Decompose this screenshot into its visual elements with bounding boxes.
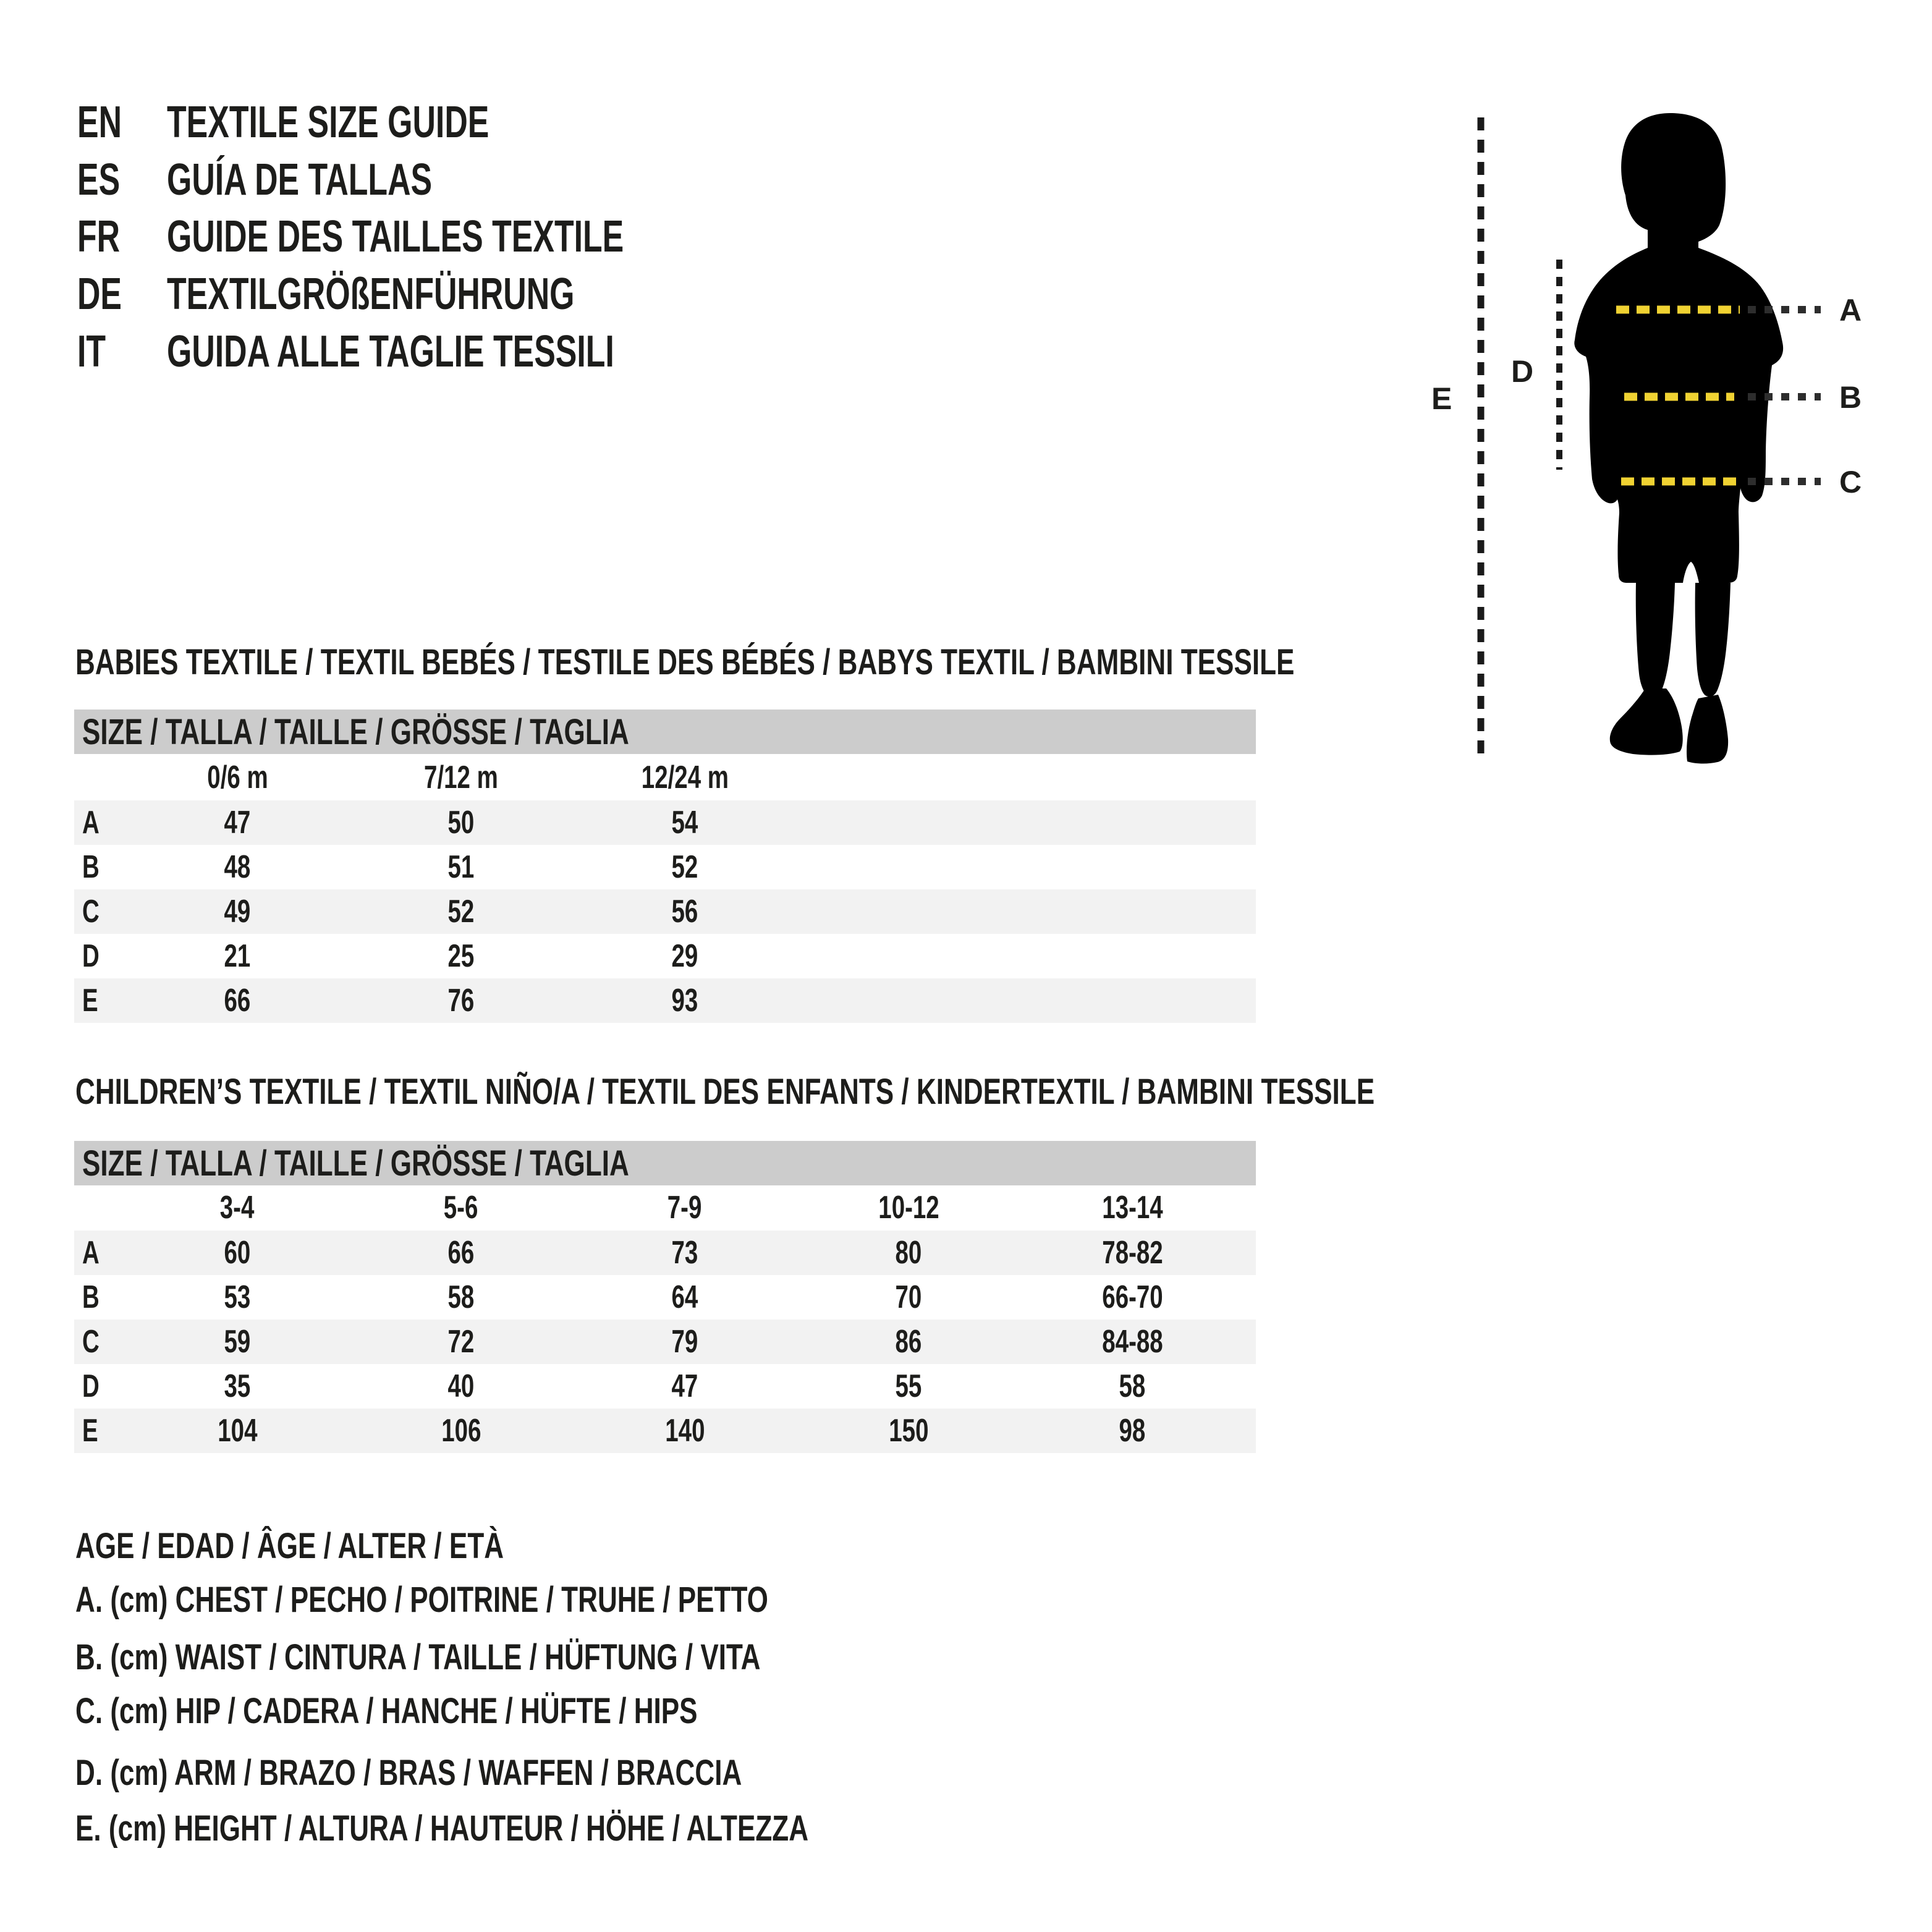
table-cell: 56	[671, 894, 698, 930]
table-cell: 140	[664, 1413, 705, 1449]
table-cell: 54	[671, 805, 698, 841]
table-cell: 84-88	[1101, 1324, 1163, 1360]
table-cell: 52	[671, 849, 698, 885]
table-cell: 7-9	[667, 1190, 702, 1226]
child-body-silhouette	[1574, 113, 1783, 583]
table-cell: 66-70	[1101, 1279, 1163, 1315]
table-cell: C	[82, 894, 100, 930]
label-chest-a: A	[1839, 293, 1862, 328]
table-cell: 3-4	[220, 1190, 255, 1226]
language-title: TEXTILGRÖßENFÜHRUNG	[167, 269, 575, 319]
table-row-c	[74, 889, 1256, 934]
table-cell: 78-82	[1101, 1235, 1163, 1271]
table-cell: 93	[671, 983, 698, 1019]
table-row-e	[74, 978, 1256, 1023]
table-row-a	[74, 800, 1256, 845]
table-cell: C	[82, 1324, 100, 1360]
table-cell	[74, 1185, 125, 1231]
table-cell: 104	[217, 1413, 258, 1449]
table-cell: 66	[224, 983, 251, 1019]
table-cell: 60	[224, 1235, 251, 1271]
legend-line-height: E. (cm) HEIGHT / ALTURA / HAUTEUR / HÖHE / ALTEZZA	[75, 1808, 809, 1849]
table-cell: 53	[224, 1279, 251, 1315]
table-cell: A	[82, 805, 100, 841]
table-cell: 47	[224, 805, 251, 841]
table-cell: 58	[447, 1279, 475, 1315]
table-cell: 40	[447, 1368, 475, 1404]
table-cell: B	[82, 849, 100, 885]
table-cell: E	[82, 1413, 98, 1449]
table-cell: 21	[224, 938, 251, 974]
table-cell: 55	[895, 1368, 922, 1404]
table-cell: 98	[1119, 1413, 1146, 1449]
table-cell: A	[82, 1235, 100, 1271]
table-header-row	[74, 1185, 1256, 1231]
table-header-row	[74, 755, 1256, 800]
table-cell: 72	[447, 1324, 475, 1360]
table-cell	[74, 755, 125, 800]
table-cell: E	[82, 983, 98, 1019]
table-cell: 51	[447, 849, 475, 885]
table-cell: 86	[895, 1324, 922, 1360]
legend-line-arm: D. (cm) ARM / BRAZO / BRAS / WAFFEN / BRACCIA	[75, 1753, 742, 1793]
babies-section-title: BABIES TEXTILE / TEXTIL BEBÉS / TESTILE DES BÉBÉS / BABYS TEXTIL / BAMBINI TESSILE	[75, 642, 1295, 682]
child-left-shoe	[1610, 688, 1683, 755]
table-cell: 66	[447, 1235, 475, 1271]
babies-size-header-bar: SIZE / TALLA / TAILLE / GRÖSSE / TAGLIA	[74, 710, 1256, 754]
language-code: EN	[77, 98, 122, 147]
table-row-b	[74, 845, 1256, 889]
legend-line-hip: C. (cm) HIP / CADERA / HANCHE / HÜFTE / HIPS	[75, 1691, 698, 1731]
table-cell: 48	[224, 849, 251, 885]
table-cell: 52	[447, 894, 475, 930]
table-cell: D	[82, 1368, 100, 1404]
language-row-fr	[77, 214, 802, 259]
table-cell: 58	[1119, 1368, 1146, 1404]
babies-size-table	[74, 755, 1256, 1023]
table-cell: 10-12	[878, 1190, 939, 1226]
legend-line-chest: A. (cm) CHEST / PECHO / POITRINE / TRUHE / PETTO	[75, 1580, 768, 1620]
table-cell: 80	[895, 1235, 922, 1271]
table-cell: 13-14	[1101, 1190, 1163, 1226]
legend-line-waist: B. (cm) WAIST / CINTURA / TAILLE / HÜFTUNG / VITA	[75, 1637, 761, 1677]
table-cell: B	[82, 1279, 100, 1315]
language-title: GUIDA ALLE TAGLIE TESSILI	[167, 327, 614, 376]
language-row-es	[77, 155, 535, 205]
table-cell: 76	[447, 983, 475, 1019]
language-row-it	[77, 329, 788, 374]
table-cell: 150	[888, 1413, 929, 1449]
table-cell: 29	[671, 938, 698, 974]
label-hip-c: C	[1839, 465, 1862, 499]
language-row-en	[77, 100, 614, 145]
table-row-d	[74, 934, 1256, 978]
table-row-d	[74, 1364, 1256, 1409]
table-cell: 5-6	[444, 1190, 478, 1226]
language-title: TEXTILE SIZE GUIDE	[167, 98, 489, 147]
table-cell: 106	[441, 1413, 481, 1449]
table-row-a	[74, 1231, 1256, 1275]
table-cell: D	[82, 938, 100, 974]
table-row-e	[74, 1409, 1256, 1453]
table-row-b	[74, 1275, 1256, 1320]
table-row-c	[74, 1320, 1256, 1364]
child-left-leg	[1636, 583, 1675, 698]
language-code: IT	[77, 327, 106, 376]
child-right-leg	[1695, 583, 1731, 697]
language-row-de	[77, 269, 733, 319]
label-height-e: E	[1431, 381, 1452, 416]
table-cell: 79	[671, 1324, 698, 1360]
table-cell: 73	[671, 1235, 698, 1271]
table-cell: 59	[224, 1324, 251, 1360]
table-cell: 50	[447, 805, 475, 841]
table-cell: 47	[671, 1368, 698, 1404]
table-cell: 64	[671, 1279, 698, 1315]
language-title: GUÍA DE TALLAS	[167, 155, 433, 205]
label-waist-b: B	[1839, 380, 1862, 415]
table-cell: 70	[895, 1279, 922, 1315]
language-code: FR	[77, 212, 121, 261]
language-code: ES	[77, 155, 121, 205]
table-cell: 0/6 m	[206, 760, 268, 795]
children-size-header-bar: SIZE / TALLA / TAILLE / GRÖSSE / TAGLIA	[74, 1141, 1256, 1185]
label-arm-d: D	[1511, 354, 1534, 389]
language-title: GUIDE DES TAILLES TEXTILE	[167, 212, 624, 261]
table-cell: 7/12 m	[424, 760, 498, 795]
children-section-title: CHILDREN’S TEXTILE / TEXTIL NIÑO/A / TEXTIL DES ENFANTS / KINDERTEXTIL / BAMBINI TESSILE	[75, 1072, 1375, 1112]
child-right-shoe	[1687, 695, 1728, 764]
table-cell: 49	[224, 894, 251, 930]
table-cell: 12/24 m	[641, 760, 729, 795]
legend-line-age: AGE / EDAD / ÂGE / ALTER / ETÀ	[75, 1526, 504, 1566]
language-code: DE	[77, 269, 122, 319]
table-cell: 25	[447, 938, 475, 974]
children-size-table	[74, 1185, 1256, 1453]
table-cell: 35	[224, 1368, 251, 1404]
child-silhouette-diagram	[1415, 74, 1885, 791]
